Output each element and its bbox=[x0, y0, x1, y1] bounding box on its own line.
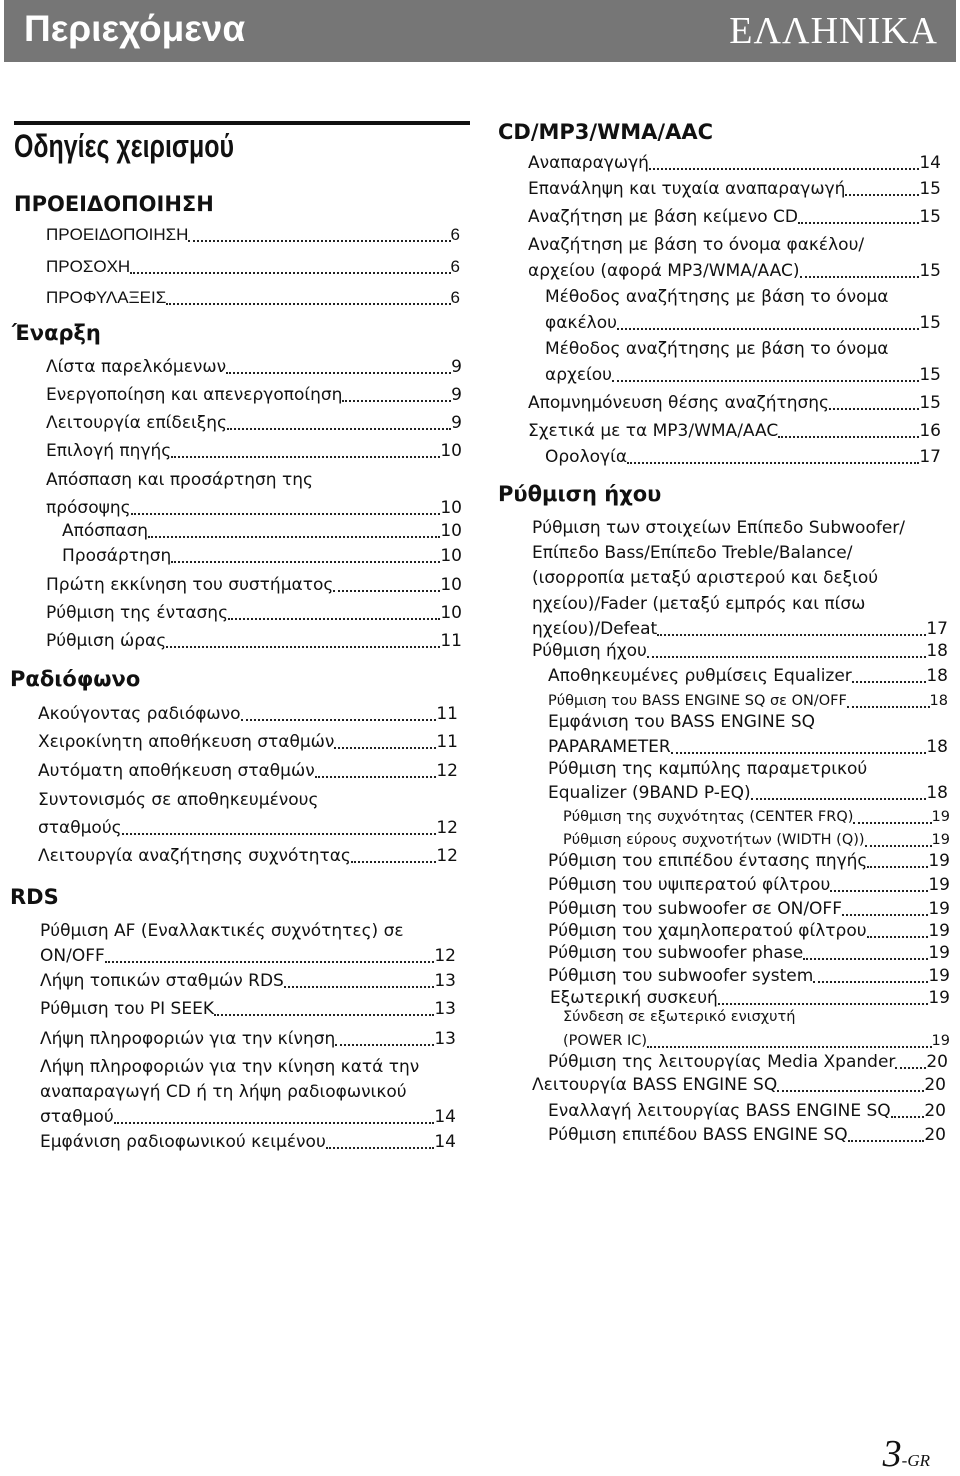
toc-entry bbox=[40, 1106, 456, 1128]
toc-entry bbox=[38, 703, 458, 725]
dot-leader bbox=[852, 661, 927, 683]
toc-entry-title: φακέλου bbox=[545, 313, 617, 333]
toc-entry-title: Ακούγοντας ραδιόφωνο bbox=[38, 704, 241, 724]
toc-entry-title: Εξωτερική συσκευή bbox=[550, 988, 718, 1008]
dot-leader bbox=[333, 570, 440, 592]
dot-leader bbox=[226, 352, 451, 374]
section-rule bbox=[14, 121, 470, 125]
toc-entry-title: Ρύθμιση επιπέδου BASS ENGINE SQ bbox=[548, 1125, 848, 1145]
toc-entry-title: Ρύθμιση της συχνότητας (CENTER FRQ) bbox=[563, 809, 854, 825]
toc-entry bbox=[528, 234, 864, 256]
dot-leader bbox=[718, 983, 929, 1005]
dot-leader bbox=[847, 686, 930, 708]
toc-entry bbox=[40, 970, 456, 992]
toc-entry-title: Χειροκίνητη αποθήκευση σταθμών bbox=[38, 732, 335, 752]
toc-entry-title: Λειτουργία επίδειξης bbox=[46, 413, 228, 433]
toc-page-number: 20 bbox=[924, 1125, 946, 1145]
dot-leader bbox=[114, 1102, 435, 1124]
dot-leader bbox=[214, 994, 434, 1016]
dot-leader bbox=[671, 732, 927, 754]
toc-entry-title: Ορολογία bbox=[545, 447, 628, 467]
toc-page-number: 19 bbox=[928, 899, 950, 919]
toc-entry-title: ΠΡΟΕΙΔΟΠΟΙΗΣΗ bbox=[46, 225, 189, 244]
toc-heading bbox=[498, 483, 661, 505]
dot-leader bbox=[649, 148, 919, 170]
toc-page-number: 19 bbox=[931, 809, 950, 825]
dot-leader bbox=[830, 870, 928, 892]
toc-entry-title: αρχείου (αφορά MP3/WMA/AAC) bbox=[528, 261, 800, 281]
toc-entry bbox=[40, 1028, 456, 1050]
page-title: Περιεχόμενα bbox=[24, 8, 246, 49]
toc-page-number: 11 bbox=[436, 732, 458, 752]
toc-page-number: 18 bbox=[926, 641, 948, 661]
toc-entry-title: Ρύθμιση ήχου bbox=[498, 482, 662, 506]
toc-page-number: 15 bbox=[919, 261, 941, 281]
toc-entry bbox=[545, 286, 889, 308]
toc-entry-title: Ρύθμιση του υψιπερατού φίλτρου bbox=[548, 875, 831, 895]
toc-page-number: 9 bbox=[451, 385, 462, 405]
toc-entry bbox=[545, 338, 889, 360]
toc-page-number: 18 bbox=[929, 693, 948, 709]
toc-entry bbox=[532, 542, 852, 564]
dot-leader bbox=[867, 846, 928, 868]
toc-page-number: 11 bbox=[440, 631, 462, 651]
toc-page-number: 10 bbox=[440, 521, 462, 541]
toc-entry-title: Ρύθμιση του BASS ENGINE SQ σε ON/OFF bbox=[548, 693, 847, 709]
toc-entry bbox=[563, 1006, 795, 1028]
dot-leader bbox=[891, 1096, 925, 1118]
dot-leader bbox=[228, 598, 440, 620]
toc-entry bbox=[532, 517, 905, 539]
dot-leader bbox=[867, 916, 929, 938]
toc-entry-title: Εμφάνιση του BASS ENGINE SQ bbox=[548, 712, 816, 732]
toc-page-number: 10 bbox=[440, 575, 462, 595]
dot-leader bbox=[342, 380, 451, 402]
toc-entry-title: CD/MP3/WMA/AAC bbox=[498, 120, 713, 144]
toc-entry bbox=[548, 665, 948, 687]
toc-entry-title: Ρύθμιση εύρους συχνοτήτων (WIDTH (Q)) bbox=[563, 832, 865, 848]
toc-page-number: 20 bbox=[924, 1101, 946, 1121]
toc-entry-title: Λειτουργία BASS ENGINE SQ bbox=[532, 1075, 778, 1095]
toc-page-number: 14 bbox=[434, 1107, 456, 1127]
toc-entry-title: Ρύθμιση του PI SEEK bbox=[40, 999, 214, 1019]
toc-page-number: 15 bbox=[919, 207, 941, 227]
toc-entry-title: Επανάληψη και τυχαία αναπαραγωγή bbox=[528, 179, 846, 199]
toc-entry-title: Ρύθμιση της καμπύλης παραμετρικού bbox=[548, 759, 868, 779]
page-number-value: 3 bbox=[882, 1433, 902, 1475]
toc-entry bbox=[548, 850, 950, 872]
toc-entry-title: Ρύθμιση της έντασης bbox=[46, 603, 229, 623]
toc-entry bbox=[38, 817, 458, 839]
toc-entry bbox=[40, 1056, 419, 1078]
dot-leader bbox=[326, 1127, 435, 1149]
toc-page-number: 20 bbox=[924, 1075, 946, 1095]
toc-page-number: 15 bbox=[919, 179, 941, 199]
toc-entry-title: (POWER IC) bbox=[563, 1033, 648, 1049]
toc-entry-title: Απομνημόνευση θέσης αναζήτησης bbox=[528, 393, 830, 413]
toc-entry-title: ΠΡΟΣΟΧΗ bbox=[46, 257, 131, 276]
dot-leader bbox=[800, 256, 920, 278]
toc-entry bbox=[548, 782, 948, 804]
dot-leader bbox=[351, 841, 436, 863]
toc-heading bbox=[12, 322, 101, 344]
dot-leader bbox=[617, 308, 919, 330]
toc-page-number: 14 bbox=[919, 153, 941, 173]
toc-entry-title: Αναζήτηση με βάση κείμενο CD bbox=[528, 207, 798, 227]
dot-leader bbox=[657, 614, 926, 636]
dot-leader bbox=[284, 966, 435, 988]
toc-page-number: 6 bbox=[450, 225, 460, 244]
toc-entry bbox=[528, 178, 941, 200]
toc-entry-title: Αναζήτηση με βάση το όνομα φακέλου/ bbox=[528, 235, 865, 255]
dot-leader bbox=[829, 388, 919, 410]
toc-page-number: 13 bbox=[434, 999, 456, 1019]
toc-entry-title: Ρύθμιση της λειτουργίας Media Xpander bbox=[548, 1052, 896, 1072]
toc-entry-title: Λήψη τοπικών σταθμών RDS bbox=[40, 971, 284, 991]
toc-page-number: 6 bbox=[450, 257, 460, 276]
toc-page-number: 15 bbox=[919, 393, 941, 413]
toc-entry bbox=[548, 711, 815, 733]
toc-entry-title: Ρύθμιση του subwoofer system bbox=[548, 966, 814, 986]
toc-entry bbox=[532, 1074, 946, 1096]
dot-leader bbox=[612, 360, 919, 382]
dot-leader bbox=[813, 961, 928, 983]
page-header bbox=[4, 0, 956, 62]
toc-entry bbox=[545, 446, 941, 468]
dot-leader bbox=[647, 636, 927, 658]
toc-heading bbox=[14, 193, 214, 215]
toc-entry bbox=[38, 845, 458, 867]
toc-entry-title: Μέθοδος αναζήτησης με βάση το όνομα bbox=[545, 339, 889, 359]
toc-page-number: 12 bbox=[434, 946, 456, 966]
dot-leader bbox=[798, 202, 919, 224]
toc-entry bbox=[38, 731, 458, 753]
toc-entry-title: Ρύθμιση του επιπέδου έντασης πηγής bbox=[548, 851, 868, 871]
toc-entry-title: Μέθοδος αναζήτησης με βάση το όνομα bbox=[545, 287, 889, 307]
toc-entry bbox=[532, 640, 948, 662]
toc-entry bbox=[46, 574, 462, 596]
toc-page-number: 19 bbox=[928, 875, 950, 895]
toc-page-number: 12 bbox=[436, 761, 458, 781]
dot-leader bbox=[778, 416, 919, 438]
language-label: ΕΛΛΗΝΙΚΑ bbox=[729, 10, 938, 52]
toc-entry-title: Equalizer (9BAND P-EQ) bbox=[548, 783, 751, 803]
dot-leader bbox=[335, 1024, 434, 1046]
dot-leader bbox=[315, 756, 437, 778]
toc-entry-title: Έναρξη bbox=[12, 321, 101, 345]
toc-page-number: 18 bbox=[926, 737, 948, 757]
toc-entry-title: RDS bbox=[10, 885, 59, 909]
dot-leader bbox=[241, 699, 437, 721]
toc-entry-title: Αναπαραγωγή bbox=[528, 153, 649, 173]
dot-leader bbox=[627, 442, 919, 464]
toc-entry bbox=[548, 1100, 946, 1122]
toc-entry bbox=[545, 312, 941, 334]
toc-page-number: 20 bbox=[926, 1052, 948, 1072]
toc-page-number: 13 bbox=[434, 1029, 456, 1049]
toc-entry bbox=[548, 690, 948, 712]
toc-page-number: 13 bbox=[434, 971, 456, 991]
toc-heading bbox=[10, 668, 140, 690]
dot-leader bbox=[895, 1047, 926, 1069]
toc-page-number: 19 bbox=[928, 921, 950, 941]
toc-page-number: 12 bbox=[436, 818, 458, 838]
toc-entry bbox=[38, 789, 318, 811]
toc-entry-title: ηχείου)/Defeat bbox=[532, 619, 658, 639]
toc-page-number: 18 bbox=[926, 783, 948, 803]
toc-entry-title: Επιλογή πηγής bbox=[46, 441, 172, 461]
toc-entry bbox=[548, 736, 948, 758]
dot-leader bbox=[131, 493, 441, 515]
toc-page-number: 10 bbox=[440, 498, 462, 518]
toc-entry-title: Ρύθμιση ήχου bbox=[532, 641, 647, 661]
toc-page-number: 10 bbox=[440, 603, 462, 623]
dot-leader bbox=[845, 174, 919, 196]
dot-leader bbox=[105, 941, 435, 963]
toc-entry bbox=[528, 206, 941, 228]
toc-entry bbox=[62, 545, 462, 567]
toc-entry-title: Εναλλαγή λειτουργίας BASS ENGINE SQ bbox=[548, 1101, 891, 1121]
dot-leader bbox=[166, 283, 450, 305]
toc-entry bbox=[46, 287, 460, 309]
toc-entry-title: Ρύθμιση του subwoofer σε ON/OFF bbox=[548, 899, 842, 919]
toc-entry bbox=[528, 152, 941, 174]
toc-page-number: 15 bbox=[919, 365, 941, 385]
dot-leader bbox=[848, 1120, 925, 1142]
toc-entry-title: ON/OFF bbox=[40, 946, 105, 966]
toc-entry-title: σταθμούς bbox=[38, 818, 122, 838]
toc-page-number: 19 bbox=[928, 988, 950, 1008]
toc-entry-title: Απόσπαση και προσάρτηση της bbox=[46, 470, 313, 490]
dot-leader bbox=[166, 626, 440, 648]
toc-entry-title: Προσάρτηση bbox=[62, 546, 172, 566]
toc-entry bbox=[40, 1131, 456, 1153]
toc-page-number: 15 bbox=[919, 313, 941, 333]
toc-entry bbox=[46, 356, 462, 378]
toc-entry bbox=[528, 392, 941, 414]
toc-page-number: 11 bbox=[436, 704, 458, 724]
dot-leader bbox=[188, 220, 450, 242]
toc-entry bbox=[46, 256, 460, 278]
toc-entry-title: PAPARAMETER bbox=[548, 737, 671, 757]
toc-entry bbox=[528, 420, 941, 442]
toc-entry bbox=[46, 602, 462, 624]
toc-entry bbox=[528, 260, 941, 282]
toc-entry-title: Απόσπαση bbox=[62, 521, 149, 541]
toc-entry-title: Αποθηκευμένες ρυθμίσεις Equalizer bbox=[548, 666, 852, 686]
toc-entry bbox=[40, 920, 404, 942]
toc-entry-title: Σύνδεση σε εξωτερικό ενισχυτή bbox=[563, 1009, 796, 1025]
toc-entry-title: αρχείου bbox=[545, 365, 612, 385]
toc-entry-title: Λίστα παρελκόμενων bbox=[46, 357, 227, 377]
toc-entry-title: Λήψη πληροφοριών για την κίνηση κατά την bbox=[40, 1057, 420, 1077]
dot-leader bbox=[751, 778, 927, 800]
dot-leader bbox=[777, 1070, 924, 1092]
toc-entry bbox=[62, 520, 462, 542]
toc-page-number: 9 bbox=[451, 413, 462, 433]
toc-entry-title: Λήψη πληροφοριών για την κίνηση bbox=[40, 1029, 336, 1049]
toc-entry bbox=[40, 998, 456, 1020]
toc-entry-title: Εμφάνιση ραδιοφωνικού κειμένου bbox=[40, 1132, 326, 1152]
toc-page-number: 19 bbox=[928, 943, 950, 963]
toc-page-number: 10 bbox=[440, 441, 462, 461]
dot-leader bbox=[171, 541, 440, 563]
toc-entry bbox=[46, 630, 462, 652]
toc-entry bbox=[532, 593, 865, 615]
toc-page-number: 10 bbox=[440, 546, 462, 566]
toc-entry bbox=[548, 874, 950, 896]
dot-leader bbox=[803, 938, 928, 960]
page-number bbox=[883, 1432, 930, 1476]
toc-entry bbox=[46, 440, 462, 462]
toc-page-number: 19 bbox=[931, 1033, 950, 1049]
dot-leader bbox=[122, 813, 437, 835]
dot-leader bbox=[865, 825, 932, 847]
toc-entry bbox=[46, 224, 460, 246]
toc-entry-title: ΠΡΟΦΥΛΑΞΕΙΣ bbox=[46, 288, 167, 307]
toc-entry bbox=[46, 469, 313, 491]
toc-entry-title: Ρύθμιση AF (Εναλλακτικές συχνότητες) σε bbox=[40, 921, 404, 941]
toc-entry-title: Ρύθμιση του χαμηλοπερατού φίλτρου bbox=[548, 921, 867, 941]
toc-page-number: 19 bbox=[928, 851, 950, 871]
toc-entry-title: ΠΡΟΕΙΔΟΠΟΙΗΣΗ bbox=[14, 192, 214, 216]
dot-leader bbox=[853, 802, 931, 824]
toc-page-number: 6 bbox=[450, 288, 460, 307]
toc-entry-title: Ενεργοποίηση και απενεργοποίηση bbox=[46, 385, 343, 405]
toc-entry bbox=[40, 1081, 407, 1103]
toc-heading bbox=[10, 886, 59, 908]
toc-entry-title: Σχετικά με τα MP3/WMA/AAC bbox=[528, 421, 779, 441]
toc-entry bbox=[548, 758, 867, 780]
toc-page-number: 18 bbox=[926, 666, 948, 686]
toc-page-number: 17 bbox=[919, 447, 941, 467]
toc-entry bbox=[563, 1030, 950, 1052]
toc-page-number: 16 bbox=[919, 421, 941, 441]
toc-entry-title: Ρύθμιση του subwoofer phase bbox=[548, 943, 804, 963]
toc-entry bbox=[38, 760, 458, 782]
toc-entry-title: Πρώτη εκκίνηση του συστήματος bbox=[46, 575, 334, 595]
toc-page-number: 9 bbox=[451, 357, 462, 377]
toc-entry-title: Ρύθμιση των στοιχείων Επίπεδο Subwoofer/ bbox=[532, 518, 906, 538]
toc-entry bbox=[545, 364, 941, 386]
toc-entry bbox=[46, 384, 462, 406]
toc-page-number: 14 bbox=[434, 1132, 456, 1152]
dot-leader bbox=[842, 894, 928, 916]
dot-leader bbox=[171, 436, 440, 458]
toc-entry-title: Αυτόματη αποθήκευση σταθμών bbox=[38, 761, 315, 781]
toc-entry-title: Λειτουργία αναζήτησης συχνότητας bbox=[38, 846, 351, 866]
toc-entry-title: Ραδιόφωνο bbox=[10, 667, 141, 691]
dot-leader bbox=[647, 1026, 931, 1048]
page-number-suffix: -GR bbox=[901, 1451, 930, 1470]
dot-leader bbox=[130, 252, 450, 274]
dot-leader bbox=[334, 727, 436, 749]
toc-entry-title: (ισορροπία μεταξύ αριστερού και δεξιού bbox=[532, 568, 879, 588]
toc-entry-title: Επίπεδο Bass/Επίπεδο Treble/Balance/ bbox=[532, 543, 853, 563]
toc-entry-title: Ρύθμιση ώρας bbox=[46, 631, 167, 651]
toc-heading bbox=[498, 121, 713, 143]
toc-entry-title: Συντονισμός σε αποθηκευμένους bbox=[38, 790, 319, 810]
toc-entry bbox=[40, 945, 456, 967]
toc-entry bbox=[548, 1124, 946, 1146]
toc-entry bbox=[532, 567, 878, 589]
toc-entry-title: πρόσοψης bbox=[46, 498, 131, 518]
dot-leader bbox=[148, 516, 440, 538]
toc-entry-title: ηχείου)/Fader (μεταξύ εμπρός και πίσω bbox=[532, 594, 866, 614]
toc-entry bbox=[46, 412, 462, 434]
toc-page-number: 17 bbox=[926, 619, 948, 639]
dot-leader bbox=[227, 408, 451, 430]
section-title: Οδηγίες χειρισμού bbox=[14, 128, 235, 164]
toc-page-number: 19 bbox=[928, 966, 950, 986]
toc-page-number: 19 bbox=[931, 832, 950, 848]
toc-entry-title: σταθμού bbox=[40, 1107, 114, 1127]
toc-page-number: 12 bbox=[436, 846, 458, 866]
toc-entry-title: αναπαραγωγή CD ή τη λήψη ραδιοφωνικού bbox=[40, 1082, 407, 1102]
